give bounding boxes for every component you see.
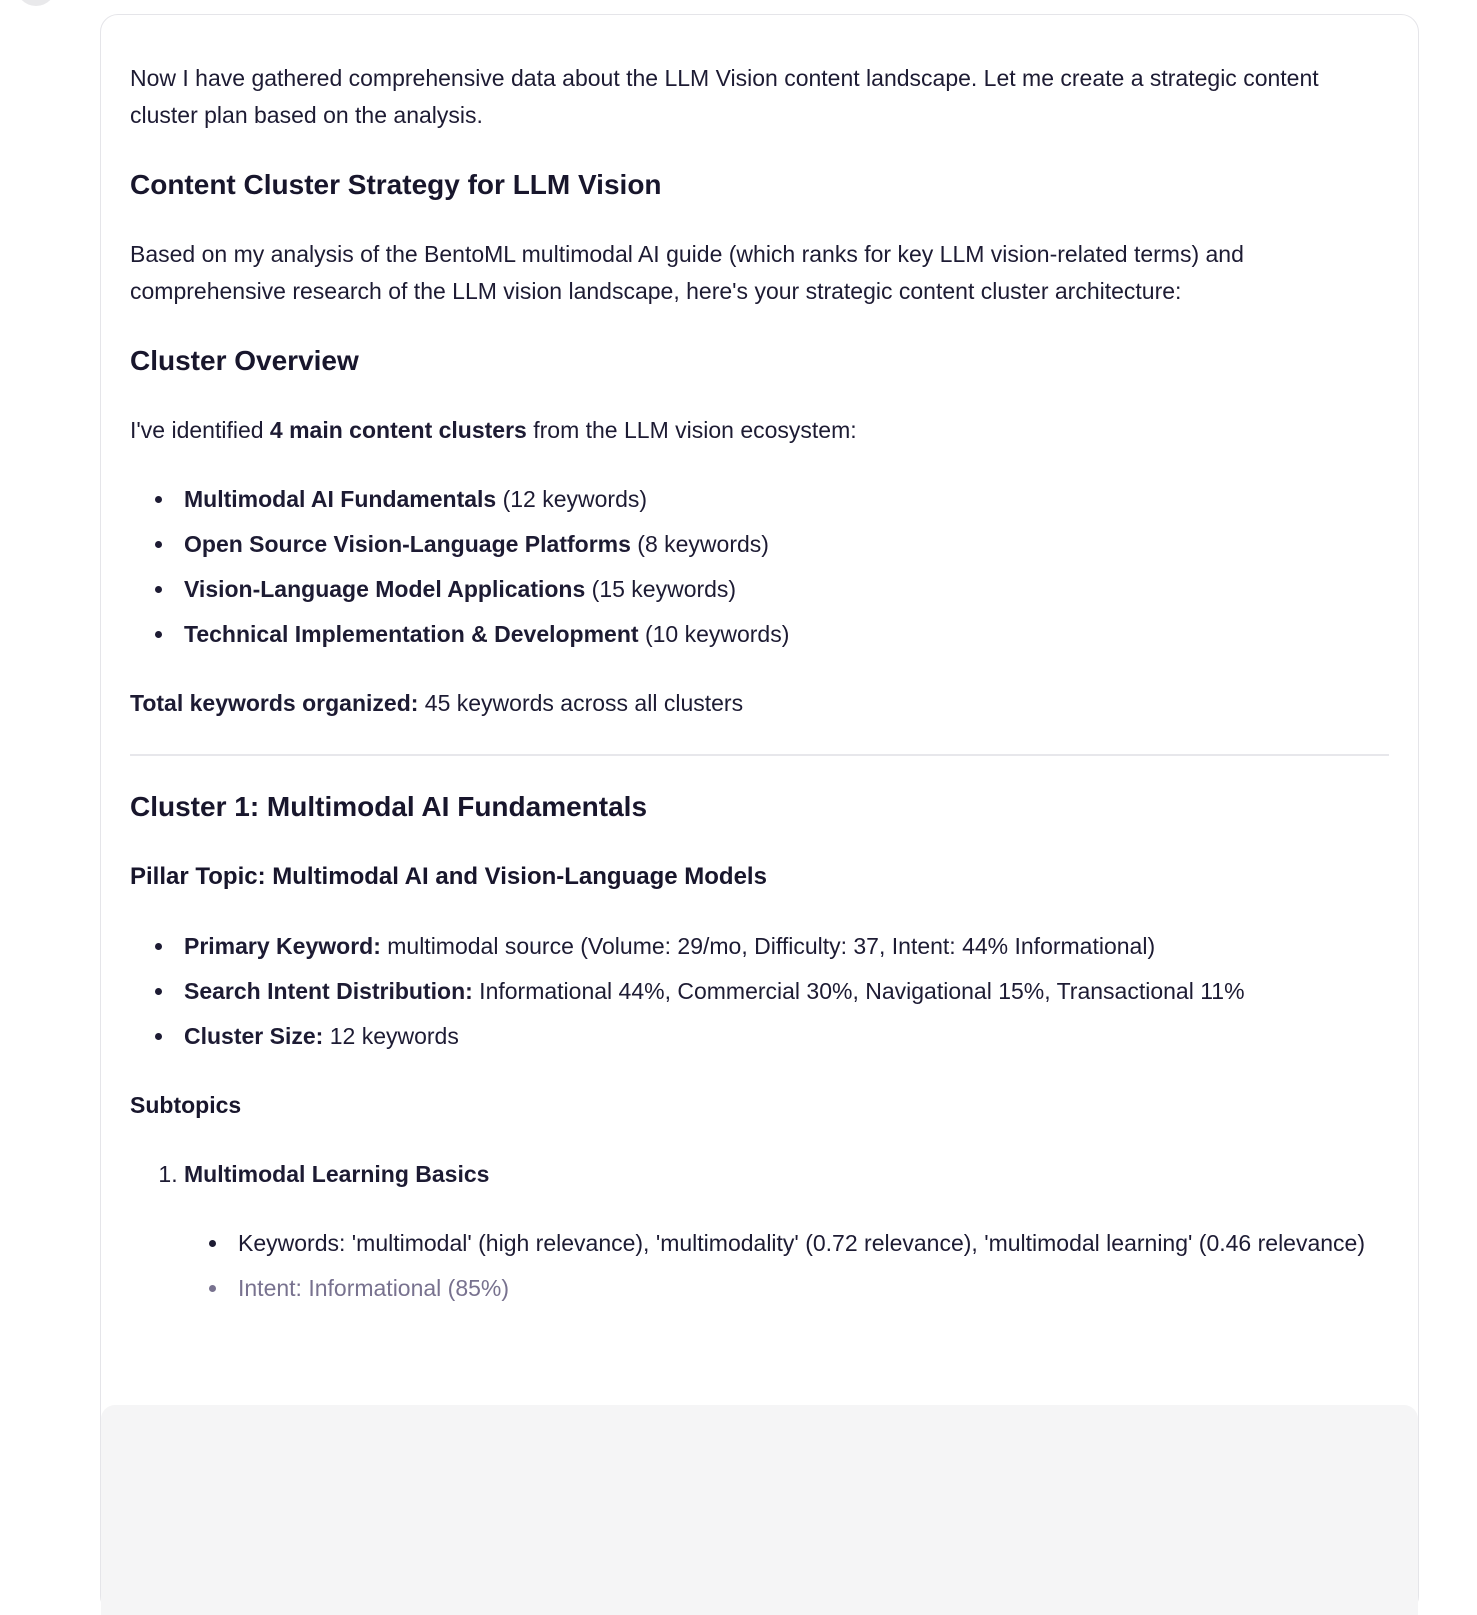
subtopic-item [184,1156,1389,1307]
pillar-topic-heading: Pillar Topic: Multimodal AI and Vision-Language Models [130,863,767,890]
overview-intro-prefix: I've identified [130,417,270,443]
section-divider [130,754,1389,756]
subtopic-point: Intent: Informational (85%) [238,1270,1389,1307]
overview-intro-bold: 4 main content clusters [269,417,527,443]
cluster-detail: (12 keywords) [496,486,648,512]
total-summary-value: 45 keywords across all clusters [418,690,744,716]
overview-intro-suffix: from the LLM vision ecosystem: [526,417,857,443]
subtopics-list [130,1156,1389,1307]
subtopic-points-list [184,1225,1389,1307]
list-item [184,928,1389,965]
cluster-name: Vision-Language Model Applications [184,576,586,602]
stat-label: Search Intent Distribution: [184,978,473,1004]
subtopic-title: Multimodal Learning Basics [184,1161,490,1187]
list-item [184,481,1389,518]
list-item [184,526,1389,563]
stat-value: multimodal source (Volume: 29/mo, Difficulty: 37, Intent: 44% Informational) [380,933,1156,959]
list-item [184,571,1389,608]
list-item [184,616,1389,653]
cluster-list [130,481,1389,653]
intro-paragraph: Now I have gathered comprehensive data about the LLM Vision content landscape. Let me create a strategic content cluster plan based on the analysis. [130,65,1319,128]
cluster-detail: (15 keywords) [585,576,737,602]
total-summary-label: Total keywords organized: [130,690,419,716]
list-item [184,1018,1389,1055]
cluster1-heading: Cluster 1: Multimodal AI Fundamentals [130,791,648,822]
cluster-detail: (10 keywords) [638,621,790,647]
cluster-name: Multimodal AI Fundamentals [184,486,497,512]
avatar [16,0,56,6]
cluster-name: Technical Implementation & Development [184,621,639,647]
next-block-top [101,1405,1418,1615]
stat-label: Primary Keyword: [184,933,381,959]
stat-label: Cluster Size: [184,1023,324,1049]
cluster-detail: (8 keywords) [630,531,769,557]
cluster-name: Open Source Vision-Language Platforms [184,531,631,557]
stat-value: 12 keywords [323,1023,459,1049]
list-item [184,973,1389,1010]
strategy-heading: Content Cluster Strategy for LLM Vision [130,169,662,200]
total-summary [130,685,1389,722]
analysis-paragraph: Based on my analysis of the BentoML multimodal AI guide (which ranks for key LLM vision-related terms) and comprehensive research of the LLM vision landscape, here's your strategic content cluster architecture: [130,241,1244,304]
stat-value: Informational 44%, Commercial 30%, Navigational 15%, Transactional 11% [472,978,1245,1004]
subtopic-point: Keywords: 'multimodal' (high relevance), 'multimodality' (0.72 relevance), 'multimodal learning' (0.46 relevance) [238,1225,1389,1262]
assistant-message-card [100,14,1419,1614]
overview-heading: Cluster Overview [130,345,359,376]
cluster1-stats-list [130,928,1389,1055]
subtopics-heading: Subtopics [130,1092,242,1118]
overview-intro [130,412,1389,449]
